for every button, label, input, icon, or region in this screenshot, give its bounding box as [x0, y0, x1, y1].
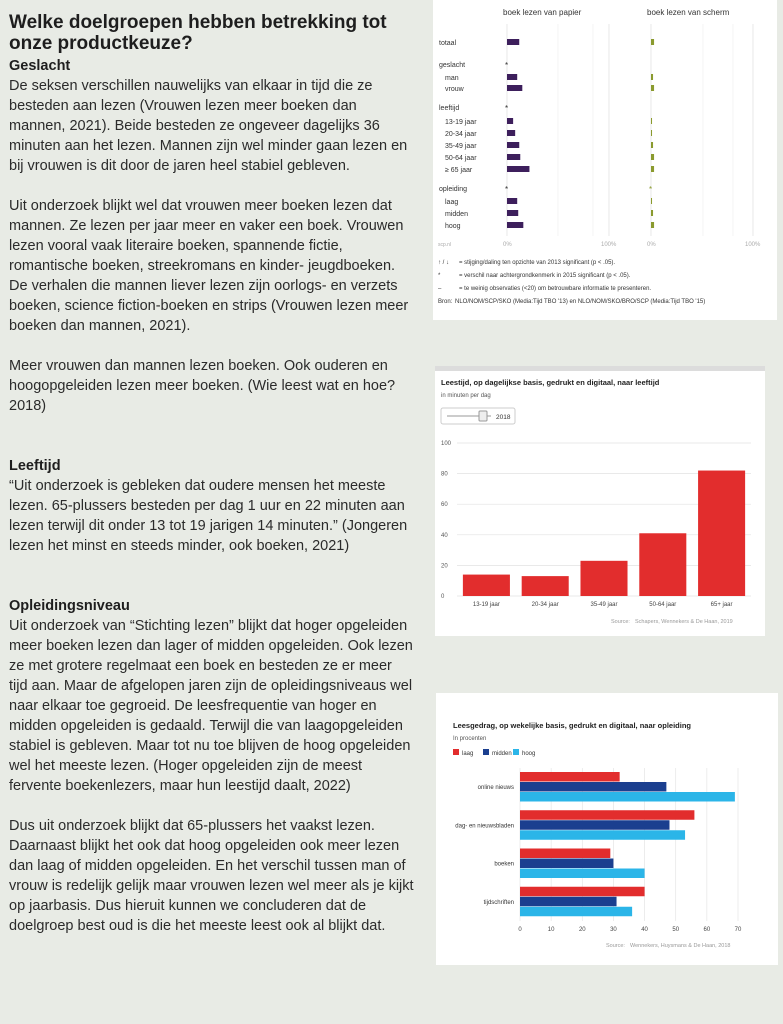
bar-scherm [651, 118, 652, 124]
bar-papier [507, 118, 513, 124]
bar-midden [520, 782, 666, 792]
bar [522, 576, 569, 596]
column-header-papier: boek lezen van papier [503, 8, 582, 17]
slider-value: 2018 [496, 414, 511, 421]
section-opleidingsniveau [9, 596, 414, 936]
footnote-text: = stijging/daling ten opzichte van 2013 significant (p < .05). [459, 260, 616, 266]
footnote-symbol: ↑ / ↓ [438, 260, 450, 266]
source-link[interactable]: Schapers, Wennekers & De Haan, 2019 [635, 619, 733, 625]
bar-papier [507, 74, 517, 80]
category-label: man [445, 75, 459, 82]
legend-label: hoog [522, 751, 536, 757]
page-title: Welke doelgroepen hebben betrekking tot onze productkeuze? [9, 12, 387, 54]
bar-papier [507, 198, 517, 204]
tick-label: 100% [601, 242, 617, 248]
category-label: online nieuws [477, 785, 514, 791]
tick-label: 0% [647, 242, 656, 248]
paragraph: De seksen verschillen nauwelijks van elkaar in tijd die ze besteden aan lezen (Vrouwen lezen meer boeken dan mannen, 2021). Beide besteden ze ongeveer dagelijks 36 minuten aan het lezen. Mannen zijn wel minder gaan lezen en bij vrouwen is dit door de jaren heel stabiel gebleven. [9, 78, 408, 174]
category-label: totaal [439, 40, 457, 47]
significance-mark: * [505, 185, 509, 194]
tick-label: 100% [745, 242, 761, 248]
bar-hoog [520, 907, 632, 917]
bar-laag [520, 887, 645, 897]
y-tick-label: 40 [441, 532, 448, 539]
group-label: geslacht [439, 62, 466, 69]
bar-papier [507, 210, 518, 216]
x-tick-label: 70 [734, 927, 742, 933]
bar-papier [507, 166, 529, 172]
x-tick-label: 13-19 jaar [472, 602, 500, 608]
x-tick-label: 35-49 jaar [590, 602, 618, 608]
footnote-text: = te weinig observaties (<20) om betrouwbare informatie te presenteren. [459, 286, 652, 292]
x-tick-label: 20-34 jaar [531, 602, 559, 608]
bar [639, 533, 686, 596]
bar-midden [520, 859, 613, 869]
bar-scherm [651, 166, 654, 172]
chart-leestijd-panel [435, 366, 765, 636]
paragraph: Uit onderzoek van “Stichting lezen” blijkt dat hoger opgeleiden meer boeken lezen dan lager of midden opgeleiden. Ook lezen ze met grotere regelmaat een boek en besteden ze er meer tijd aan. Maar de afgelopen jaren zijn de opleidingsniveaus wel naar elkaar toe gegroeid. De leesfrequentie van hoger en midden opgeleiden is gedaald. Terwijl die van laagopgeleiden stabiel is gebleven. Maar tot nu toe blijven de hoog opgeleiden wel het meeste lezen. (Hoger opgeleiden zijn de meest fervente boekenlezers, maar hun leestijd daalt, 2022) [9, 618, 413, 794]
section-heading: Geslacht [9, 58, 71, 74]
x-tick-label: 0 [518, 927, 522, 933]
bar-laag [520, 849, 610, 859]
chart-subtitle: in minuten per dag [441, 393, 491, 399]
bar-scherm [651, 222, 654, 228]
bar [463, 575, 510, 596]
source-link[interactable]: Wennekers, Huysmans & De Haan, 2018 [630, 943, 731, 949]
group-label: leeftijd [439, 105, 460, 112]
section-geslacht [9, 56, 414, 416]
bar-scherm [651, 154, 654, 160]
paragraph: Uit onderzoek blijkt wel dat vrouwen meer boeken lezen dat mannen. Ze lezen per jaar meer en vaker een boek. Vrouwen lezen vooral vaak literaire boeken, spannende fictie, romantische boeken, streekromans en kinder- jeugdboeken. De verhalen die mannen liever lezen zijn oorlogs- en verzets boeken, science fiction-boeken en strips (Vrouwen lezen meer boeken dan mannen, 2021). [9, 198, 409, 334]
paragraph: “Uit onderzoek is gebleken dat oudere mensen het meeste lezen. 65-plussers besteden per dag 1 uur en 22 minuten aan lezen terwijl dit onder 13 tot 19 jarigen 14 minuten.” (Jongeren lezen het minst en steeds minder, ook boeken, 2021) [9, 478, 408, 554]
bar-laag [520, 810, 694, 820]
x-tick-label: 50 [672, 927, 680, 933]
legend-swatch [453, 749, 459, 755]
category-label: ≥ 65 jaar [445, 167, 473, 174]
y-tick-label: 60 [441, 502, 448, 509]
category-label: midden [445, 211, 468, 218]
bar-hoog [520, 792, 735, 802]
y-tick-label: 20 [441, 563, 448, 570]
bar-hoog [520, 869, 645, 879]
paragraph: Meer vrouwen dan mannen lezen boeken. Ook ouderen en hoogopgeleiden lezen meer boeken. (Wie leest wat en hoe? 2018) [9, 358, 396, 414]
significance-mark: * [649, 185, 653, 194]
slider-handle[interactable] [479, 411, 487, 421]
bar [698, 471, 745, 596]
category-label: vrouw [445, 86, 464, 93]
bar-scherm [651, 210, 653, 216]
x-tick-label: 10 [547, 927, 555, 933]
bar-midden [520, 897, 617, 907]
source-tag: scp.nl [438, 242, 452, 248]
category-label: hoog [445, 223, 461, 230]
category-label: dag- en nieuwsbladen [455, 823, 514, 830]
y-tick-label: 80 [441, 471, 448, 478]
bar-laag [520, 772, 620, 782]
bar-scherm [651, 142, 653, 148]
bar-papier [507, 130, 515, 136]
x-tick-label: 60 [703, 927, 711, 933]
y-tick-label: 0 [441, 594, 445, 600]
bar-papier [507, 222, 523, 228]
section-heading: Leeftijd [9, 458, 61, 474]
column-header-scherm: boek lezen van scherm [647, 8, 730, 17]
tick-label: 0% [503, 242, 512, 248]
chart-papier-scherm-panel [433, 0, 777, 320]
bar-papier [507, 154, 520, 160]
chart-title: Leestijd, op dagelijkse basis, gedrukt en digitaal, naar leeftijd [441, 378, 660, 387]
footnote-text: = verschil naar achtergrondkenmerk in 2015 significant (p < .05). [459, 273, 631, 279]
footnote-symbol: – [438, 286, 442, 292]
chart-subtitle: In procenten [453, 736, 487, 742]
legend-label: laag [462, 751, 474, 757]
bar-hoog [520, 830, 685, 840]
section-heading: Opleidingsniveau [9, 598, 130, 614]
bar-papier [507, 85, 522, 91]
x-tick-label: 20 [578, 927, 586, 933]
source-prefix: Source: [606, 943, 625, 949]
chart-leesgedrag [436, 693, 778, 965]
category-label: 13-19 jaar [445, 119, 477, 126]
footnote-symbol: * [438, 273, 441, 279]
paragraph: Dus uit onderzoek blijkt dat 65-plussers het vaakst lezen. Daarnaast blijkt het ook dat hoog opgeleiden ook meer lezen dan laag of midden opgeleiden. En het verschil tussen man of vrouw is redelijk gelijk maar vrouwen lezen wel meer als je kijkt op jaarbasis. Dus hieruit kunnen we concluderen dat de doelgroep best oud is die het meeste leest ook al blijkt dat. [9, 818, 414, 934]
chart-papier-scherm [433, 0, 777, 320]
bar-scherm [651, 130, 652, 136]
section-leeftijd [9, 456, 414, 556]
group-label: opleiding [439, 186, 468, 193]
x-tick-label: 65+ jaar [710, 602, 733, 608]
chart-leesgedrag-panel [436, 693, 778, 965]
legend-swatch [483, 749, 489, 755]
category-label: 20-34 jaar [445, 131, 477, 138]
x-tick-label: 30 [610, 927, 617, 933]
category-label: 35-49 jaar [445, 143, 477, 150]
y-tick-label: 100 [441, 441, 452, 447]
source-prefix: Source: [611, 619, 630, 625]
bar-scherm [651, 74, 653, 80]
significance-mark: * [505, 61, 509, 70]
bar-midden [520, 820, 669, 830]
article [9, 12, 414, 936]
bar-papier [507, 142, 519, 148]
bar-scherm [651, 198, 652, 204]
chart-title: Leesgedrag, op wekelijke basis, gedrukt en digitaal, naar opleiding [453, 721, 691, 730]
bar-scherm [651, 85, 654, 91]
bar [580, 561, 627, 596]
category-label: 50-64 jaar [445, 155, 477, 162]
category-label: tijdschriften [483, 899, 514, 906]
x-tick-label: 40 [641, 927, 648, 933]
significance-mark: * [505, 104, 509, 113]
bar-papier [507, 39, 519, 45]
bar-scherm [651, 39, 654, 45]
legend-swatch [513, 749, 519, 755]
footnote-text: NLO/NOM/SCP/SKO (Media:Tijd TBO '13) en NLO/NOM/SKO/BRO/SCP (Media:Tijd TBO '15) [455, 299, 706, 305]
category-label: laag [445, 199, 459, 206]
chart-leestijd [435, 366, 765, 636]
x-tick-label: 50-64 jaar [649, 602, 677, 608]
footnote-symbol: Bron: [438, 299, 453, 305]
legend-label: midden [492, 751, 512, 757]
category-label: boeken [494, 861, 514, 868]
